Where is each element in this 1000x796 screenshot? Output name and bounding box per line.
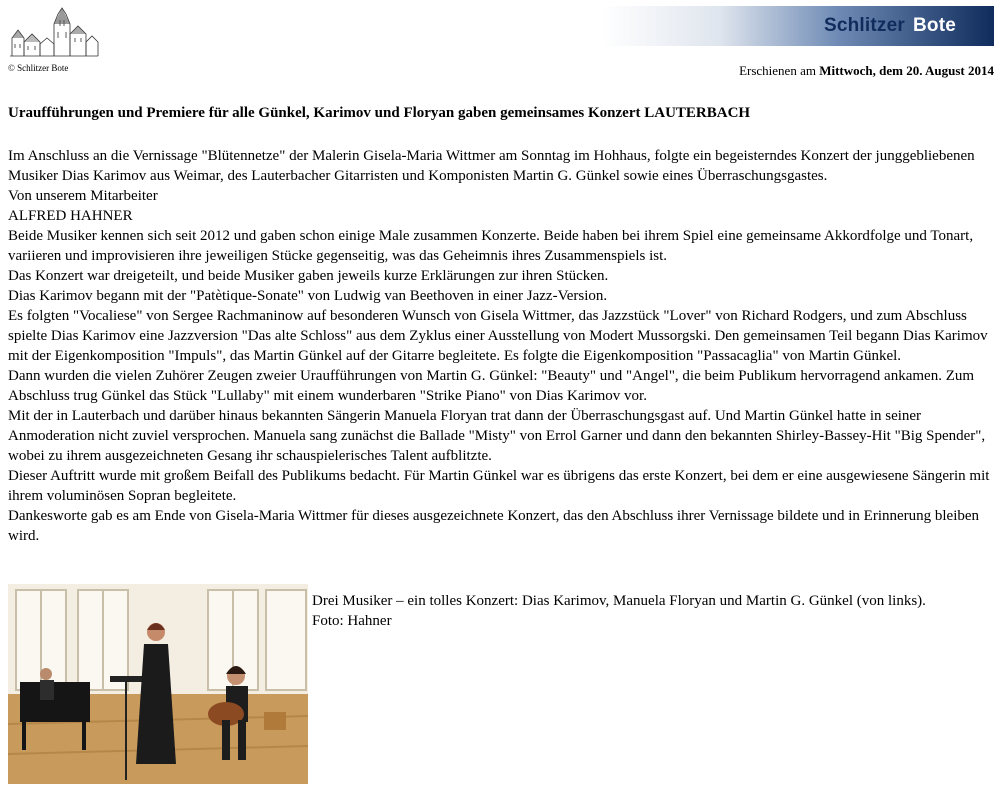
- published-prefix: Erschienen am: [739, 63, 816, 78]
- newspaper-title-second: Bote: [912, 15, 956, 36]
- photo-credit: Foto: Hahner: [312, 613, 392, 629]
- article-paragraph: Es folgten "Vocaliese" von Sergee Rachmaninow auf besonderen Wunsch von Gisela Wittmer, das Jazzstück "Lover" von Richard Rodgers, und zum Abschluss spielte Dias Karimov eine Jazzversion "Das alte Schloss" aus dem Zyklus einer Ausstellung von Modert Mussorgski. Den gemeinsamen Teil begann Dias Karimov mit der Eigenkomposition "Impuls", das Martin Günkel auf der Gitarre begleitete. Es folgte die Eigenkomposition "Passacaglia" von Martin Günkel.: [8, 308, 988, 364]
- newspaper-title-first: Schlitzer: [823, 15, 905, 36]
- article-paragraph: Dias Karimov begann mit der "Patètique-Sonate" von Ludwig van Beethoven in einer Jazz-Version.: [8, 288, 608, 304]
- publication-date: [739, 63, 994, 79]
- article-paragraph: Dann wurden die vielen Zuhörer Zeugen zweier Uraufführungen von Martin G. Günkel: "Beauty" und "Angel", die beim Publikum hervorragend ankamen. Zum Abschluss trug Günkel das Stück "Lullaby" mit einem wunderbaren "Strike Piano" von Dias Karimov vor.: [8, 368, 975, 404]
- newspaper-banner: [602, 6, 994, 46]
- town-skyline-logo: [8, 4, 100, 58]
- article-body: [8, 146, 998, 546]
- concert-photo: [8, 584, 308, 784]
- page-header: [0, 0, 1000, 80]
- article-headline: Uraufführungen und Premiere für alle Günkel, Karimov und Floryan gaben gemeinsames Konzert LAUTERBACH: [8, 105, 751, 121]
- photo-caption: [312, 591, 992, 631]
- author-intro: Von unserem Mitarbeiter: [8, 188, 158, 204]
- article-paragraph: Mit der in Lauterbach und darüber hinaus bekannten Sängerin Manuela Floryan trat dann der Überraschungsgast auf. Und Martin Günkel hatte in seiner Anmoderation nicht zuviel versprochen. Manuela sang zunächst die Ballade "Misty" von Errol Garner und dann den bekannten Shirley-Bassey-Hit "Big Spender", wobei zu ihrem ausgezeichneten Gesang ihr schauspielerisches Talent aufblitzte.: [8, 408, 986, 464]
- article-paragraph: Dieser Auftritt wurde mit großem Beifall des Publikums bedacht. Für Martin Günkel war es übrigens das erste Konzert, bei dem er eine ausgewiesene Sängerin mit ihrem voluminösen Sopran begleitete.: [8, 468, 990, 504]
- article-paragraph: Im Anschluss an die Vernissage "Blütennetze" der Malerin Gisela-Maria Wittmer am Sonntag im Hohhaus, folgte ein begeisterndes Konzert der junggebliebenen Musiker Dias Karimov aus Weimar, des Lauterbacher Gitarristen und Komponisten Martin G. Günkel sowie eines Überraschungsgastes.: [8, 148, 975, 184]
- article-paragraph: Dankesworte gab es am Ende von Gisela-Maria Wittmer für dieses ausgezeichnete Konzert, das den Abschluss ihrer Vernissage bildete und in Erinnerung bleiben wird.: [8, 508, 980, 544]
- article-paragraph: Das Konzert war dreigeteilt, und beide Musiker gaben jeweils kurze Erklärungen zur ihren Stücken.: [8, 268, 609, 284]
- newspaper-title: [824, 15, 956, 37]
- published-date: Mittwoch, dem 20. August 2014: [819, 63, 994, 78]
- article-paragraph: Beide Musiker kennen sich seit 2012 und gaben schon einige Male zusammen Konzerte. Beide haben bei ihrem Spiel eine gemeinsame Akkordfolge und Tonart, variieren und improvisieren ihre jeweiligen Stücke gegenseitig, was das Geheimnis ihres Zusammenspiels ist.: [8, 228, 974, 264]
- photo-caption-text: Drei Musiker – ein tolles Konzert: Dias Karimov, Manuela Floryan und Martin G. Günkel (von links).: [312, 593, 926, 609]
- copyright-notice: © Schlitzer Bote: [8, 63, 69, 73]
- author-name: ALFRED HAHNER: [8, 208, 133, 224]
